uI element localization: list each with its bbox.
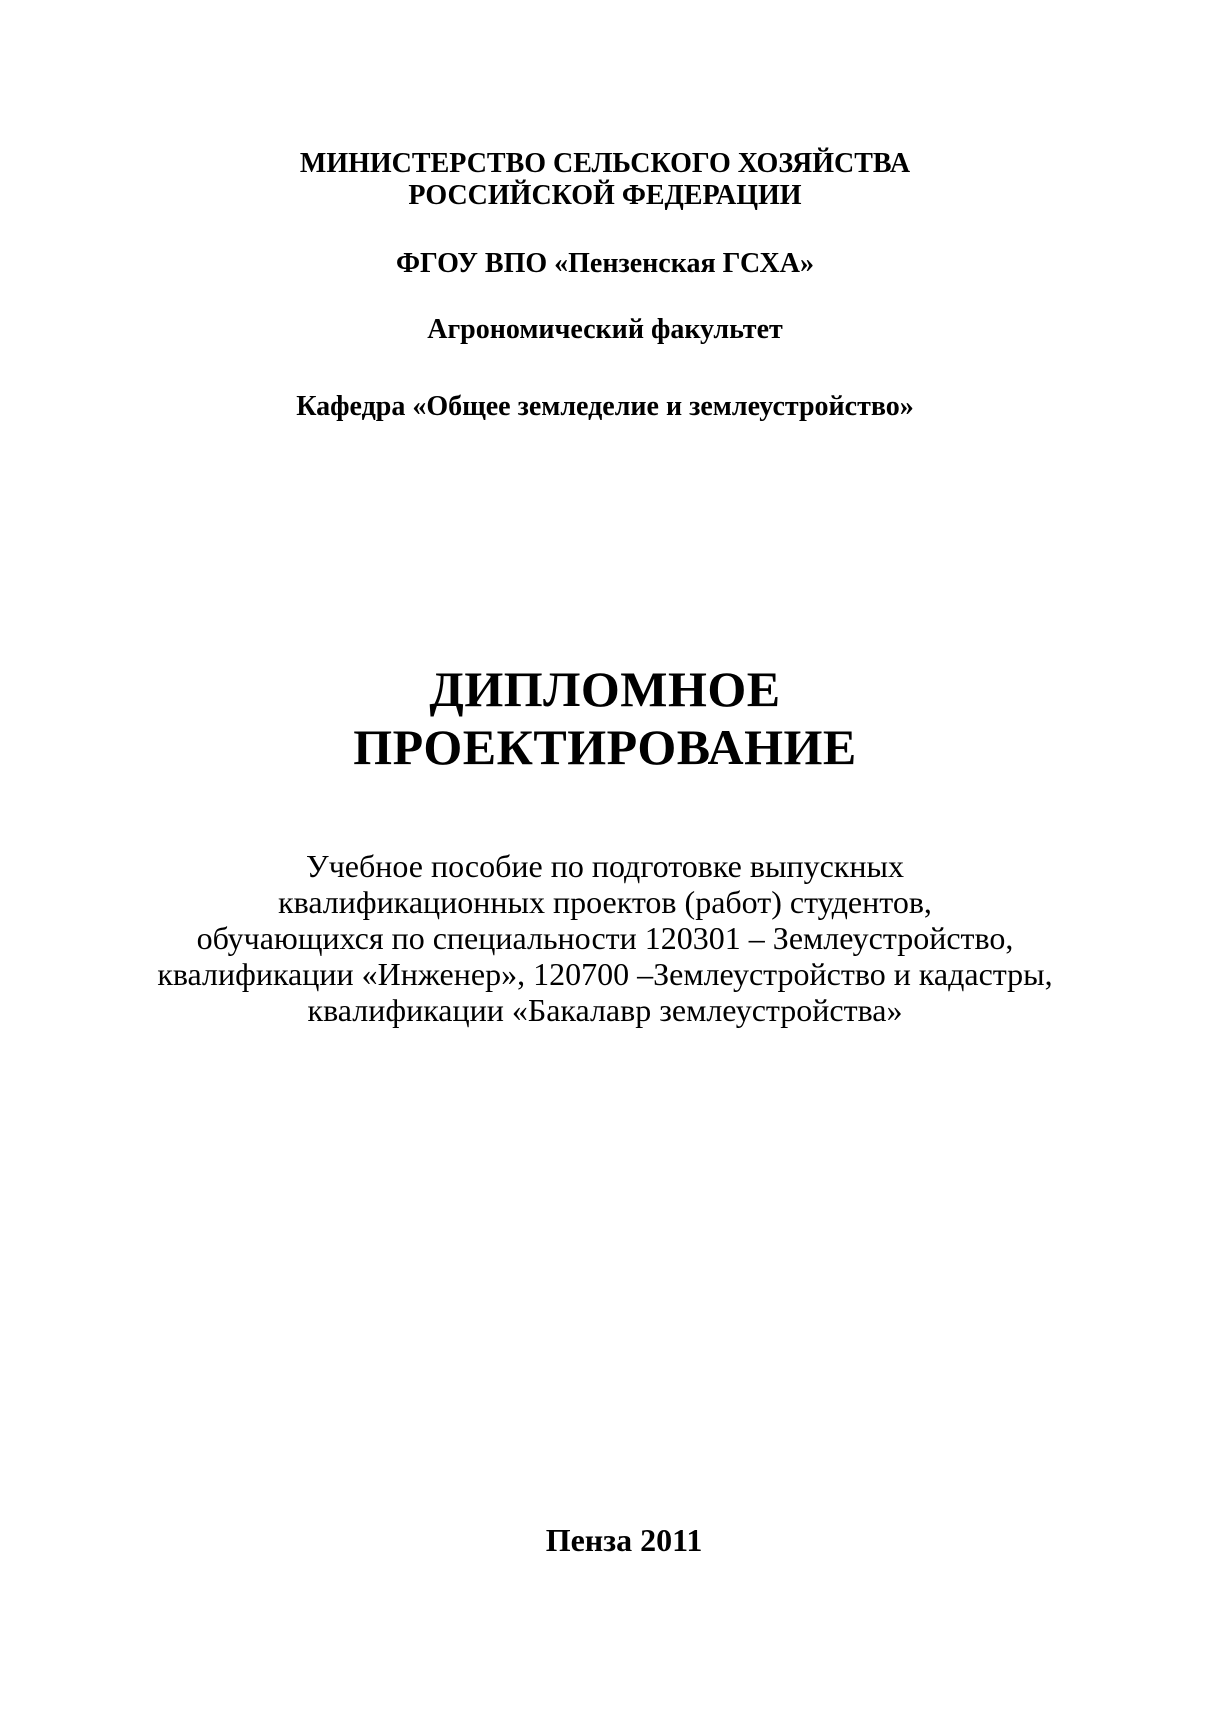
description-line-2: квалификационных проектов (работ) студентов, (278, 884, 932, 920)
description-line-1: Учебное пособие по подготовке выпускных (306, 848, 904, 884)
document-title-line-2: ПРОЕКТИРОВАНИЕ (353, 719, 857, 775)
document-title-line-1: ДИПЛОМНОЕ (429, 661, 781, 717)
department-name: Кафедра «Общее земледелие и землеустройство» (296, 391, 914, 422)
ministry-line-1: МИНИСТЕРСТВО СЕЛЬСКОГО ХОЗЯЙСТВА (299, 148, 911, 179)
city-year: Пенза 2011 (545, 1522, 703, 1558)
faculty-name: Агрономический факультет (427, 314, 783, 345)
description-line-3: обучающихся по специальности 120301 – Землеустройство, (196, 920, 1014, 956)
institution-name: ФГОУ ВПО «Пензенская ГСХА» (396, 248, 814, 279)
description-line-4: квалификации «Инженер», 120700 –Землеустройство и кадастры, (157, 956, 1053, 992)
description-line-5: квалификации «Бакалавр землеустройства» (307, 992, 903, 1028)
ministry-line-2: РОССИЙСКОЙ ФЕДЕРАЦИИ (408, 180, 802, 211)
